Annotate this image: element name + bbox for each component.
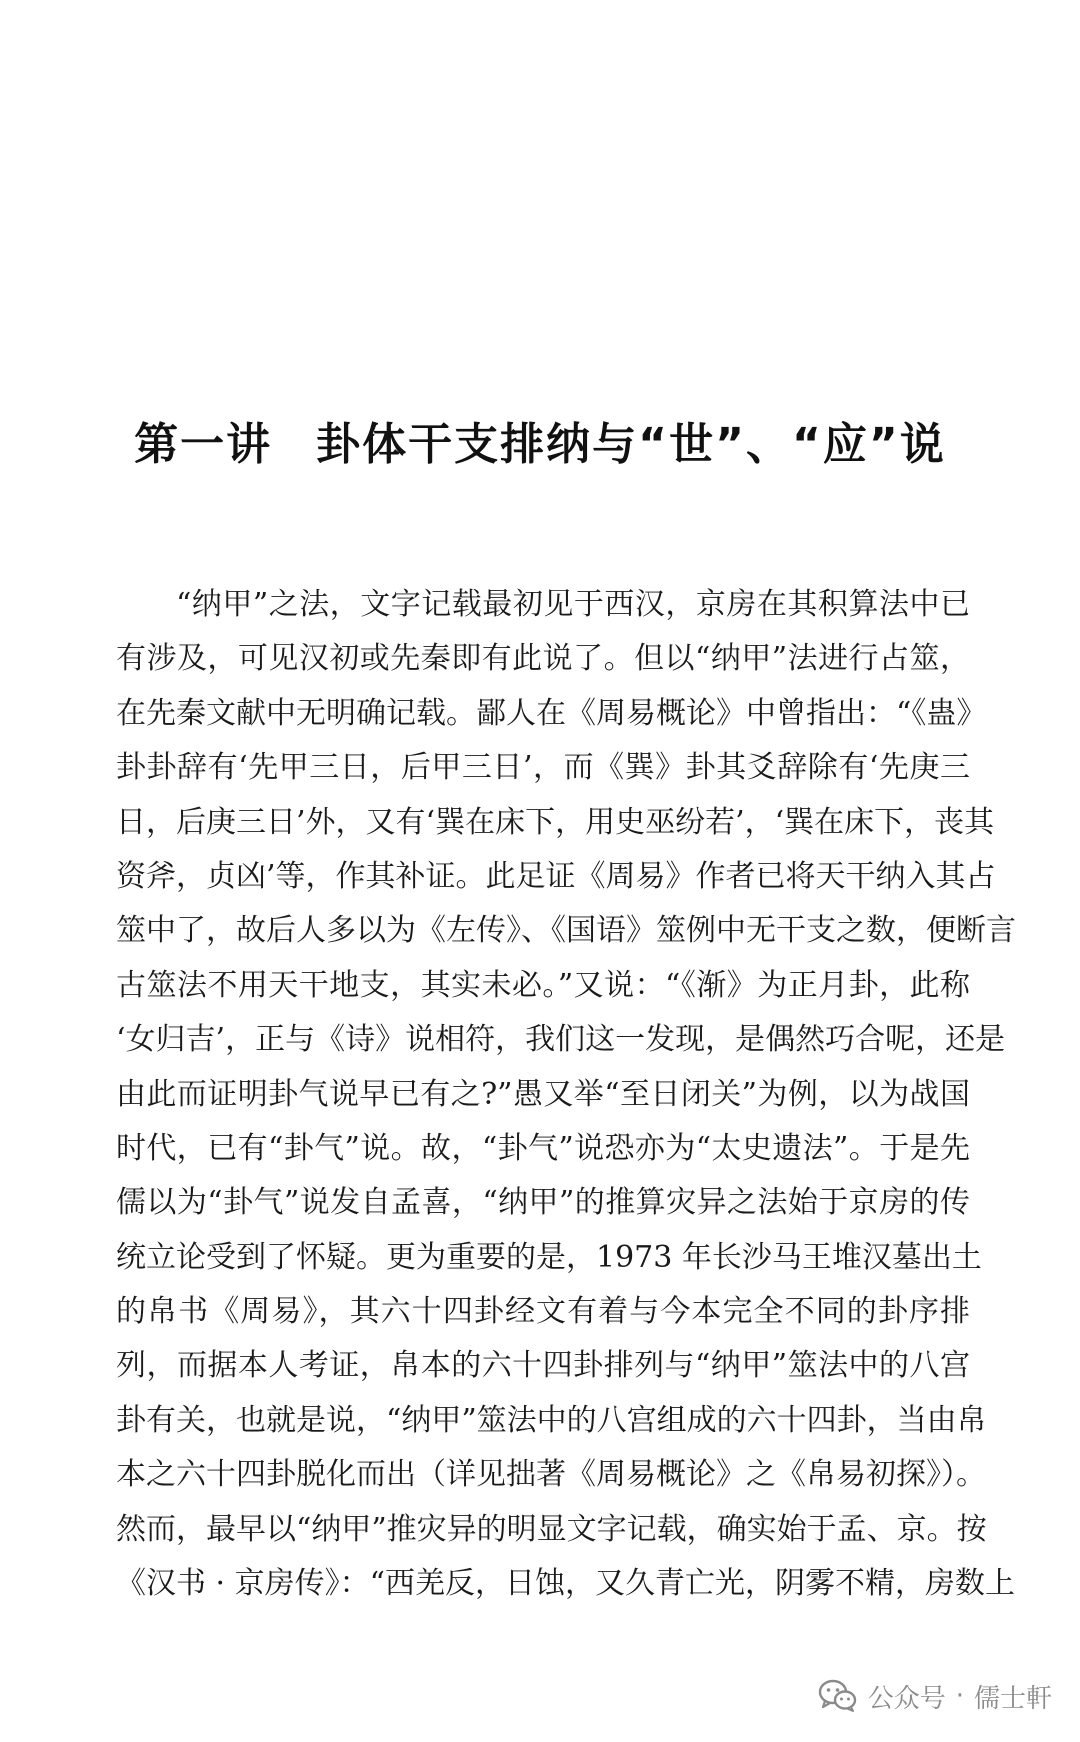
text-line: 卦有关，也就是说，“纳甲”筮法中的八宫组成的六十四卦，当由帛 <box>116 1402 987 1438</box>
text-line: 时代，已有“卦气”说。故，“卦气”说恐亦为“太史遗法”。于是先 <box>116 1130 970 1166</box>
wechat-icon <box>818 1679 858 1713</box>
text-line: 的帛书《周易》，其六十四卦经文有着与今本完全不同的卦序排 <box>116 1294 970 1330</box>
chapter-title: 卦体干支排纳与“世”、“应”说 <box>316 419 946 470</box>
watermark-separator: · <box>955 1681 964 1711</box>
text-line: 统立论受到了怀疑。更为重要的是，1973 年长沙马王堆汉墓出土 <box>116 1239 982 1275</box>
body-paragraph <box>116 578 1016 1611</box>
text-line: “纳甲”之法，文字记载最初见于西汉，京房在其积算法中已 <box>176 587 970 622</box>
text-line: 然而，最早以“纳甲”推灾异的明显文字记载，确实始于孟、京。按 <box>116 1511 987 1547</box>
text-line: 有涉及，可见汉初或先秦即有此说了。但以“纳甲”法进行占筮， <box>116 641 970 677</box>
text-line: 儒以为“卦气”说发自孟喜，“纳甲”的推算灾异之法始于京房的传 <box>116 1185 970 1221</box>
text-line: 资斧，贞凶’等，作其补证。此足证《周易》作者已将天干纳入其占 <box>116 858 996 894</box>
text-line: 卦卦辞有‘先甲三日，后甲三日’，而《巽》卦其爻辞除有‘先庚三 <box>116 750 970 786</box>
chapter-heading <box>0 408 1080 472</box>
watermark-label: 公众号 <box>867 1683 946 1714</box>
chapter-number: 第一讲 <box>134 419 273 470</box>
text-line: 筮中了，故后人多以为《左传》、《国语》筮例中无干支之数，便断言 <box>116 913 1016 949</box>
text-line: ‘女归吉’，正与《诗》说相符，我们这一发现，是偶然巧合呢，还是 <box>116 1022 1006 1058</box>
text-line: 在先秦文献中无明确记载。鄙人在《周易概论》中曾指出：“《蛊》 <box>116 695 987 731</box>
text-line: 列，而据本人考证，帛本的六十四卦排列与“纳甲”筮法中的八宫 <box>116 1348 970 1384</box>
text-line: 古筮法不用天干地支，其实未必。”又说：“《渐》为正月卦，此称 <box>116 967 970 1003</box>
text-line: 本之六十四卦脱化而出（详见拙著《周易概论》之《帛易初探》）。 <box>116 1457 986 1493</box>
watermark-account: 儒士軒 <box>973 1683 1052 1714</box>
text-line: 由此而证明卦气说早已有之?”愚又举“至日闭关”为例，以为战国 <box>116 1076 970 1112</box>
wechat-watermark <box>818 1676 1052 1716</box>
text-line: 日，后庚三日’外，又有‘巽在床下，用史巫纷若’，‘巽在床下，丧其 <box>116 804 995 840</box>
text-line: 《汉书 · 京房传》：“西羌反，日蚀，又久青亡光，阴雾不精，房数上 <box>116 1566 1015 1602</box>
